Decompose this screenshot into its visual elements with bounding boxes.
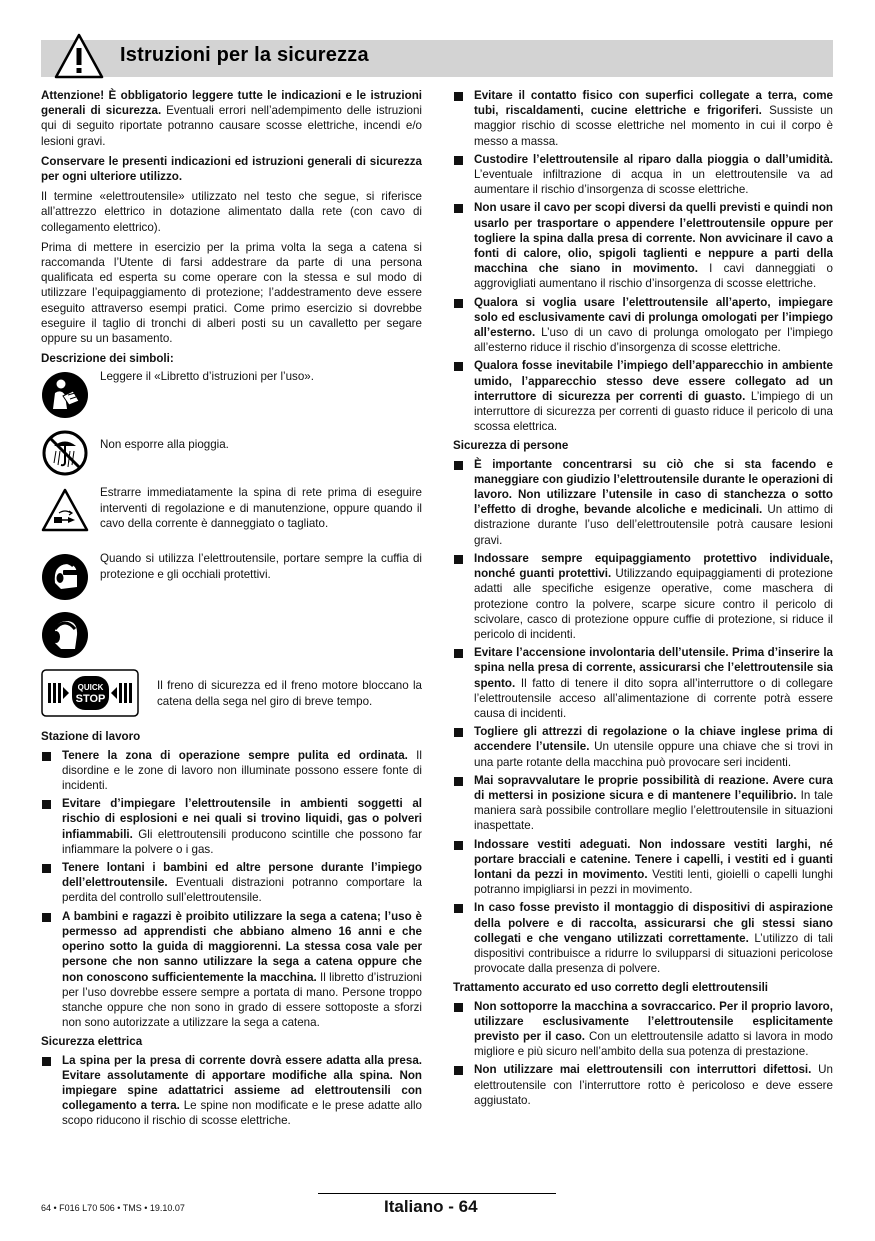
list-item: Evitare il contatto fisico con superfici collegate a terra, come tubi, riscaldamenti, cucine elettriche e frigoriferi. Sussiste un maggior rischio di scosse elettriche nel momento in cui il corpo è messo a massa. bbox=[453, 88, 833, 149]
list-item: In caso fosse previsto il montaggio di dispositivi di aspirazione della polvere e di raccolta, assicurarsi che gli stessi siano collegati e che vengano utilizzati correttamente. L’utilizzo di tali dispositivi contribuisce a ridurre lo svilupparsi di situazioni pericolose provocate dalla presenza di polvere. bbox=[453, 900, 833, 976]
section-heading: Trattamento accurato ed uso corretto degli elettroutensili bbox=[453, 981, 769, 995]
no-rain-icon bbox=[41, 429, 89, 477]
symbol-text: Quando si utilizza l’elettroutensile, portare sempre la cuffia di protezione e gli occhiali protettivi. bbox=[100, 552, 422, 581]
symbol-row bbox=[41, 369, 422, 423]
list-item: La spina per la presa di corrente dovrà essere adatta alla presa. Evitare assolutamente di apportare modifiche alla spina. Non impiegare spine adattatrici assieme ad elettroutensili con collegamento a terra. Le spine non modificate e le prese adatte allo scopo riducono il rischio di scosse elettriche. bbox=[41, 1053, 422, 1129]
intro-paragraph: Il termine «elettroutensile» utilizzato nel testo che segue, si riferisce all’attrezzo elettrico in dotazione alimentato dalla rete (con cavo di collegamento elettrico). bbox=[41, 190, 422, 234]
footer-doc-code: 64 • F016 L70 506 • TMS • 19.10.07 bbox=[41, 1203, 185, 1213]
symbol-row bbox=[41, 551, 422, 605]
list-item: Togliere gli attrezzi di regolazione o la chiave inglese prima di accendere l’utensile. Un utensile oppure una chiave che si trovi in una parte rotante della macchina può provocare seri incidenti. bbox=[453, 724, 833, 770]
list-item: Indossare sempre equipaggiamento protettivo individuale, nonché guanti protettivi. Utilizzando equipaggiamenti di protezione adatti alle specifiche esigenze operative, come maschera di protezione contro la polvere, scarpe sicure contro il pericolo di scivolare, casco di protezione oppure cuffie di protezione, si riduce il pericolo di incidenti. bbox=[453, 551, 833, 642]
warning-triangle-icon bbox=[53, 32, 105, 80]
list-item: Evitare d’impiegare l’elettroutensile in ambienti soggetti al rischio di esplosioni e nei quali si trovino liquidi, gas o polveri infiammabili. Gli elettroutensili producono scintille che possono far infiammare la polvere o i gas. bbox=[41, 796, 422, 857]
list-item: Evitare l’accensione involontaria dell’utensile. Prima d’inserire la spina nella presa di corrente, assicurarsi che l’elettroutensile sia spento. Il fatto di tenere il dito sopra all’interruttore o di collegare l’elettroutensile acceso all’alimentazione di corrente potrà essere causa di incidenti. bbox=[453, 645, 833, 721]
symbol-text: Leggere il «Libretto d’istruzioni per l’uso». bbox=[100, 370, 314, 384]
left-column bbox=[41, 88, 422, 1132]
quick-badge-text: QUICK bbox=[77, 683, 104, 693]
unplug-warning-icon bbox=[41, 487, 89, 535]
page-title: Istruzioni per la sicurezza bbox=[120, 44, 369, 66]
symbol-text: Il freno di sicurezza ed il freno motore bloccano la catena della sega nel giro di breve tempo. bbox=[157, 679, 422, 708]
symbol-row bbox=[41, 485, 422, 547]
intro-paragraph: Prima di mettere in esercizio per la prima volta la sega a catena si raccomanda l’Utente di farsi addestrare da parte di una persona qualificata ed esperta su come operare con la stessa e sul modo di utilizzare l’equipaggiamento di protezione; l’addestramento deve essere eseguito attraverso esempi pratici. Come primo esercizio si dovrebbe eseguire il taglio di tronchi di alberi posti su un cavalletto per segare oppure su un basamento. bbox=[41, 240, 422, 346]
list-item: Custodire l’elettroutensile al riparo dalla pioggia o dall’umidità. L’eventuale infiltrazione di acqua in un elettroutensile va ad aumentare il rischio d’insorgenza di scosse elettriche. bbox=[453, 152, 833, 198]
list-item: Qualora fosse inevitabile l’impiego dell’apparecchio in ambiente umido, l’apparecchio stesso deve essere collegato ad un interruttore di sicurezza per correnti di guasto. L’impiego di un interruttore di sicurezza per correnti di guasto riduce il pericolo di una scossa elettrica. bbox=[453, 358, 833, 434]
list-item: Non sottoporre la macchina a sovraccarico. Per il proprio lavoro, utilizzare esclusivamente l’elettroutensile esplicitamente previsto per il caso. Con un elettroutensile adatto si lavora in modo migliore e più sicuro nell’ambito della sua potenza di prestazione. bbox=[453, 999, 833, 1060]
list-item: Indossare vestiti adeguati. Non indossare vestiti larghi, né portare bracciali e catenine. Tenere i capelli, i vestiti ed i guanti lontani da pezzi in movimento. Vestiti lenti, gioielli o capelli lunghi potranno impigliarsi in pezzi in movimento. bbox=[453, 837, 833, 898]
symbol-text: Estrarre immediatamente la spina di rete prima di eseguire interventi di regolazione e di manutenzione, oppure quando il cavo della corrente è danneggiato o tagliato. bbox=[100, 486, 422, 530]
list-item: Tenere lontani i bambini ed altre persone durante l’impiego dell’elettroutensile. Eventuali distrazioni potranno comportare la perdita del controllo sull’elettroutensile. bbox=[41, 860, 422, 906]
symbol-row bbox=[41, 609, 422, 663]
section-heading: Sicurezza elettrica bbox=[41, 1035, 143, 1049]
section-heading: Sicurezza di persone bbox=[453, 439, 569, 453]
footer-rule bbox=[318, 1193, 556, 1194]
list-item: Mai sopravvalutare le proprie possibilità di reazione. Avere cura di mettersi in posizione sicura e di mantenere l’equilibrio. In tale maniera sarà possibile controllare meglio l’elettroutensile in situazioni inaspettate. bbox=[453, 773, 833, 834]
ear-protection-icon bbox=[41, 611, 89, 659]
intro-paragraph: Conservare le presenti indicazioni ed istruzioni generali di sicurezza per ogni ulteriore utilizzo. bbox=[41, 154, 422, 184]
section-heading: Descrizione dei simboli: bbox=[41, 352, 174, 366]
symbol-row bbox=[41, 667, 422, 721]
footer-page-label: Italiano - 64 bbox=[384, 1197, 478, 1216]
read-manual-icon bbox=[41, 371, 89, 419]
list-item: Non usare il cavo per scopi diversi da quelli previsti e quindi non usarlo per trasportare o appendere l’elettroutensile oppure per togliere la spina dalla presa di corrente. Non avvicinare il cavo a fonti di calore, olio, spigoli taglienti e neppure a parti della macchina che siano in movimento. I cavi danneggiati o aggrovigliati aumentano il rischio d’insorgenza di scosse elettriche. bbox=[453, 200, 833, 291]
list-item: Non utilizzare mai elettroutensili con interruttori difettosi. Un elettroutensile con l’interruttore rotto è pericoloso e deve essere aggiustato. bbox=[453, 1062, 833, 1108]
quick-stop-icon bbox=[41, 669, 139, 717]
stop-badge-text: STOP bbox=[75, 693, 106, 706]
symbol-text: Non esporre alla pioggia. bbox=[100, 438, 229, 452]
right-column bbox=[453, 88, 833, 1111]
list-item: È importante concentrarsi su ciò che si sta facendo e maneggiare con giudizio l’elettroutensile durante le operazioni di lavoro. Non utilizzare l’utensile in caso di stanchezza o sotto l’effetto di droghe, bevande alcoliche e medicinali. Un attimo di distrazione durante l’uso dell’elettroutensile potrà causare lesioni gravi. bbox=[453, 457, 833, 548]
list-item: Qualora si voglia usare l’elettroutensile all’aperto, impiegare solo ed esclusivamente cavi di prolunga omologati per l’impiego all’esterno. L’uso di un cavo di prolunga omologato per l’impiego all’esterno riduce il rischio d’insorgenza di scosse elettriche. bbox=[453, 295, 833, 356]
list-item: Tenere la zona di operazione sempre pulita ed ordinata. Il disordine e le zone di lavoro non illuminate possono essere fonte di incidenti. bbox=[41, 748, 422, 794]
section-heading: Stazione di lavoro bbox=[41, 730, 141, 744]
symbol-row bbox=[41, 427, 422, 481]
ear-eye-protection-icon bbox=[41, 553, 89, 601]
intro-paragraph: Attenzione! È obbligatorio leggere tutte le indicazioni e le istruzioni generali di sicurezza. Eventuali errori nell’adempimento delle istruzioni qui di seguito riportate potranno causare scosse elettriche, incendi e/o lesioni gravi. bbox=[41, 89, 422, 148]
list-item: A bambini e ragazzi è proibito utilizzare la sega a catena; l’uso è permesso ad apprendisti che abbiano almeno 16 anni e che operino sotto la guida di maggiorenni. La stessa cosa vale per persone che non sanno utilizzare la sega a catena oppure che non conoscono sufficientemente la macchina. Il libretto d’istruzioni per l’uso dovrebbe essere sempre a portata di mano. Persone troppo stanche oppure che non sono in grado di essere sottoposte a sforzi non sono autorizzate a utilizzare la sega a catena. bbox=[41, 909, 422, 1031]
